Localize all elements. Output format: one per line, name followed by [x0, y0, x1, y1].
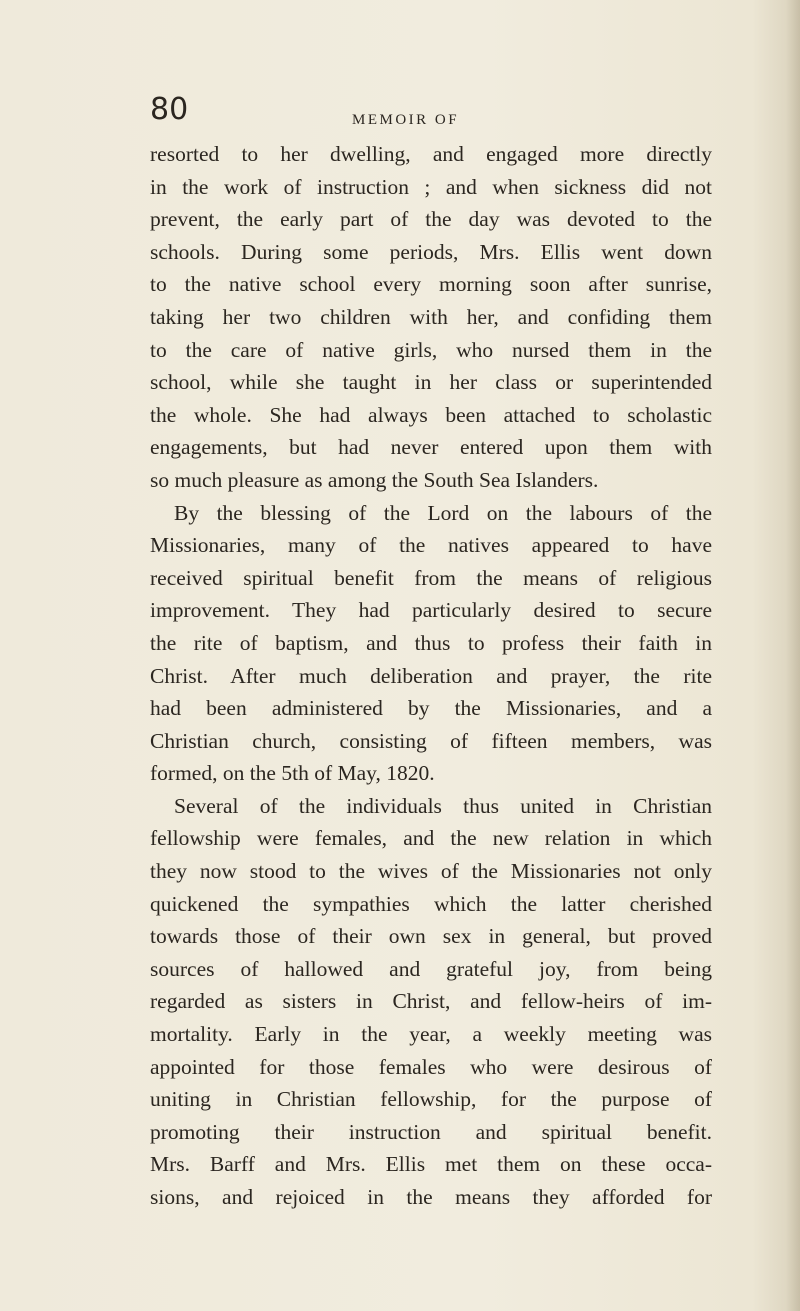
text-line: uniting in Christian fellowship, for the purpose of [150, 1087, 712, 1112]
text-line: the rite of baptism, and thus to profess their faith in [150, 630, 712, 655]
text-line: engagements, but had never entered upon them with [150, 435, 712, 460]
text-line: regarded as sisters in Christ, and fellow-heirs of im- [150, 989, 712, 1014]
text-line: school, while she taught in her class or superintended [150, 370, 712, 395]
page-number: 80 [150, 92, 189, 127]
text-line: Christ. After much deliberation and prayer, the rite [150, 663, 712, 688]
text-line: in the work of instruction ; and when sickness did not [150, 174, 712, 199]
text-line: mortality. Early in the year, a weekly meeting was [150, 1022, 712, 1047]
text-line: the whole. She had always been attached to scholastic [150, 402, 712, 427]
text-line: fellowship were females, and the new relation in which [150, 826, 712, 851]
text-line: appointed for those females who were desirous of [150, 1054, 712, 1079]
text-line: formed, on the 5th of May, 1820. [150, 761, 435, 786]
text-line: By the blessing of the Lord on the labours of the [174, 500, 712, 525]
text-line: Several of the individuals thus united in Christian [174, 793, 712, 818]
body-text [150, 138, 712, 1214]
text-line: promoting their instruction and spiritual benefit. [150, 1119, 712, 1144]
text-line: received spiritual benefit from the means of religious [150, 565, 712, 590]
text-line: had been administered by the Missionaries, and a [150, 696, 712, 721]
text-line: sources of hallowed and grateful joy, from being [150, 956, 712, 981]
text-line: taking her two children with her, and confiding them [150, 304, 712, 329]
text-line: so much pleasure as among the South Sea Islanders. [150, 467, 599, 492]
text-line: quickened the sympathies which the latter cherished [150, 891, 712, 916]
text-line: improvement. They had particularly desired to secure [150, 598, 712, 623]
running-head: MEMOIR OF [352, 112, 460, 128]
text-line: sions, and rejoiced in the means they afforded for [150, 1185, 712, 1209]
page-edge-shadow [786, 0, 800, 1311]
text-line: towards those of their own sex in general, but proved [150, 924, 712, 949]
text-line: Missionaries, many of the natives appeared to have [150, 533, 712, 558]
text-line: Christian church, consisting of fifteen members, was [150, 728, 712, 753]
text-line: to the native school every morning soon after sunrise, [150, 272, 712, 297]
text-line: resorted to her dwelling, and engaged more directly [150, 142, 712, 166]
text-line: to the care of native girls, who nursed them in the [150, 337, 712, 362]
text-line: prevent, the early part of the day was devoted to the [150, 207, 712, 232]
text-line: they now stood to the wives of the Missionaries not only [150, 859, 712, 884]
text-line: schools. During some periods, Mrs. Ellis went down [150, 239, 712, 264]
text-line: Mrs. Barff and Mrs. Ellis met them on these occa- [150, 1152, 712, 1177]
